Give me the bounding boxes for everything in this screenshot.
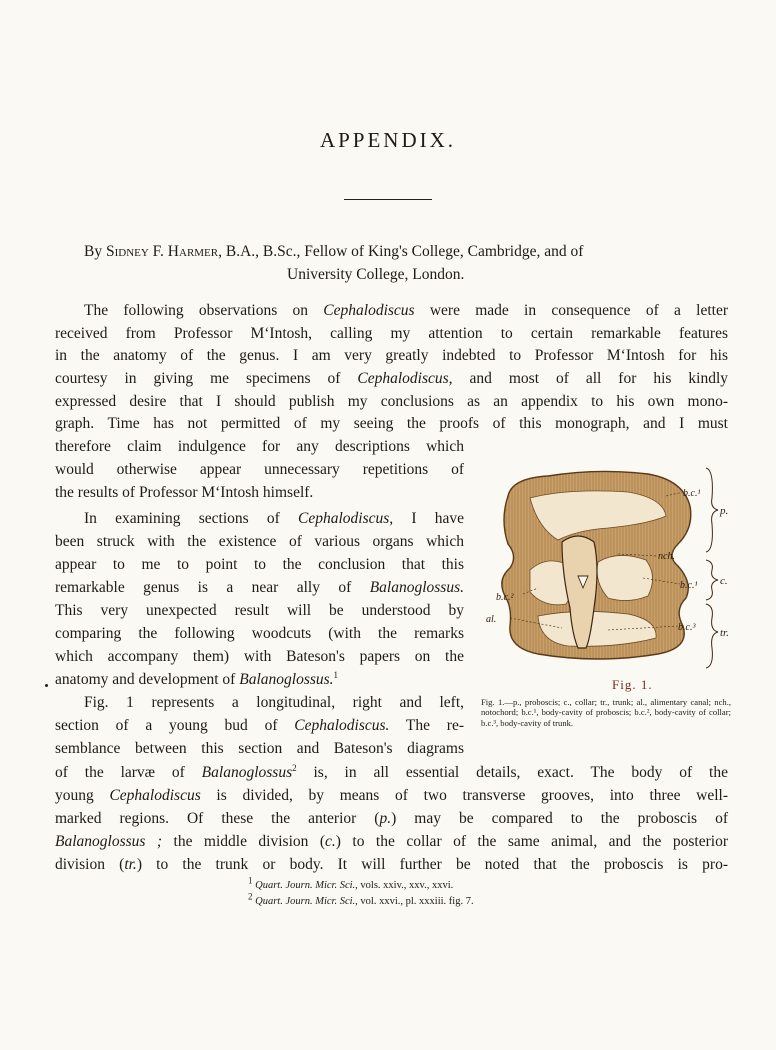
- para2-line: been struck with the existence of various organs which: [55, 533, 464, 550]
- label-bc1-mid: b.c.¹: [680, 580, 698, 591]
- footnote-1: $^1$ Quart. Journ. Micr. Sci., vols. xxiv., xxv., xxvi.: [248, 875, 454, 891]
- byline-author: Sidney F. Harmer: [105, 243, 219, 260]
- para2-line: In examining sections of Cephalodiscus, I have: [84, 510, 464, 527]
- label-p: p.: [720, 505, 729, 517]
- para2-line: comparing the following woodcuts (with the remarks: [55, 625, 464, 642]
- para3-line: marked regions. Of these the anterior (p.) may be compared to the proboscis of: [55, 810, 729, 827]
- para2-line: appear to me to point to the conclusion that this: [55, 556, 464, 573]
- para1-line: expressed desire that I should publish my conclusions as an appendix to his own mono-: [55, 393, 728, 410]
- para3-line: semblance between this section and Bateson's diagrams: [55, 740, 464, 757]
- para3-line: Fig. 1 represents a longitudinal, right and left,: [84, 694, 464, 711]
- para2-line: anatomy and development of Balanoglossus.$^1$: [55, 669, 339, 688]
- label-c: c.: [720, 575, 728, 587]
- para1-line: received from Professor M‘Intosh, calling my attention to certain remarkable features: [55, 325, 728, 342]
- para1-line: the results of Professor M‘Intosh himself.: [55, 484, 314, 501]
- para1-line: courtesy in giving me specimens of Cephalodiscus, and most of all for his kindly: [55, 370, 729, 387]
- para2-line: remarkable genus is a near ally of Balanoglossus.: [55, 579, 464, 596]
- bracket-tr: [706, 604, 718, 668]
- bracket-p: [706, 468, 718, 552]
- title-rule: [344, 199, 432, 200]
- byline-prefix: By: [84, 243, 103, 260]
- bracket-c: [706, 560, 718, 600]
- figure-1-illustration: [478, 458, 748, 678]
- trunk-cavity: [538, 611, 656, 646]
- footnote-2: $^2$ Quart. Journ. Micr. Sci., vol. xxvi., pl. xxxiii. fig. 7.: [248, 891, 474, 907]
- label-tr: tr.: [720, 627, 729, 639]
- label-bc2: b.c.²: [496, 592, 514, 603]
- para1-line: in the anatomy of the genus. I am very greatly indebted to Professor M‘Intosh for his: [55, 347, 728, 364]
- label-al: al.: [486, 614, 497, 625]
- para3-line: Balanoglossus ; the middle division (c.) to the collar of the same animal, and the posterior: [55, 833, 728, 850]
- byline-line-2: University College, London.: [287, 266, 465, 283]
- figure-caption: Fig. 1.—p., proboscis; c., collar; tr., trunk; al., alimentary canal; nch., notochord; b.c.¹, body-cavity of proboscis; b.c.², body-cavity of collar; b.c.³, body-cavity of trunk.: [481, 697, 731, 728]
- byline-line-1: [84, 241, 704, 264]
- para1-line: would otherwise appear unnecessary repetitions of: [55, 461, 464, 478]
- para3-line: section of a young bud of Cephalodiscus. The re-: [55, 717, 464, 734]
- para1-line: graph. Time has not permitted of my seeing the proofs of this monograph, and I must: [55, 415, 728, 432]
- byline-rest: , B.A., B.Sc., Fellow of King's College, Cambridge, and of: [218, 243, 584, 260]
- figure-title: Fig. 1.: [612, 677, 653, 692]
- margin-mark: [45, 684, 48, 687]
- para3-line: young Cephalodiscus is divided, by means of two transverse grooves, into three well-: [55, 787, 729, 804]
- label-bc3: b.c.³: [678, 622, 696, 633]
- para2-line: This very unexpected result will be understood by: [55, 602, 464, 619]
- page-title: APPENDIX.: [319, 128, 457, 152]
- para2-line: which accompany them) with Bateson's papers on the: [55, 648, 464, 665]
- para1-line: The following observations on Cephalodiscus were made in consequence of a letter: [84, 302, 728, 319]
- label-nch: nch.: [658, 551, 675, 562]
- para3-line: of the larvæ of Balanoglossus$^2$ is, in all essential details, exact. The body of the: [55, 762, 728, 781]
- para1-line: therefore claim indulgence for any descriptions which: [55, 438, 464, 455]
- para3-line: division (tr.) to the trunk or body. It will further be noted that the proboscis is pro-: [55, 856, 728, 873]
- label-bc1-top: b.c.¹: [683, 488, 701, 499]
